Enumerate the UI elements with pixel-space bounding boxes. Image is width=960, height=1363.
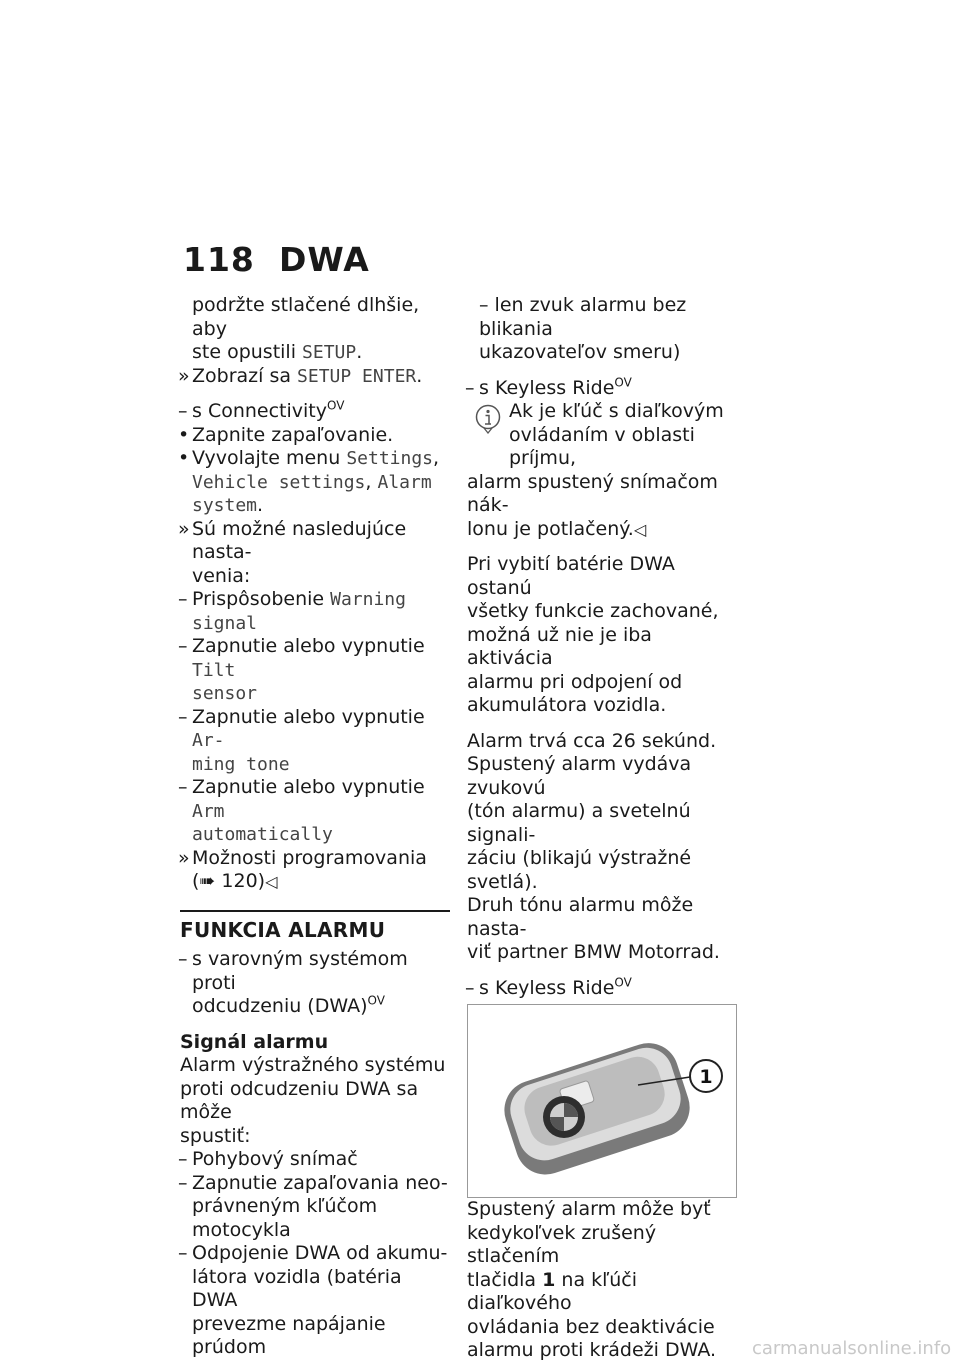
condition-line: – s Keyless Ride$^{OV}$: [465, 975, 632, 999]
condition-line: – s varovným systémom proti: [178, 948, 408, 994]
text-line: prevezme napájanie prúdom: [192, 1312, 386, 1358]
text-line: kedykoľvek zrušený stlačením: [467, 1221, 657, 1267]
text-line: system.: [192, 494, 264, 516]
text-line: ovládaním v oblasti príjmu,: [509, 423, 695, 469]
page-reference[interactable]: (➠ 120)◁: [192, 870, 278, 892]
text-line: odcudzeniu (DWA)$^{OV}$: [192, 993, 385, 1017]
text-line: možná už nie je iba aktivácia: [467, 623, 652, 669]
condition-line: – s Keyless Ride$^{OV}$: [465, 375, 632, 399]
result-item: » Možnosti programovania: [178, 846, 427, 869]
dash-icon: –: [178, 635, 188, 657]
text-line: ukazovateľov smeru): [479, 341, 681, 363]
text-line: Alarm výstražného systému: [180, 1054, 446, 1076]
text-line: Ak je kľúč s diaľkovým: [509, 400, 724, 422]
text-line: spustiť:: [180, 1124, 251, 1147]
text-line: všetky funkcie zachované,: [467, 600, 719, 622]
text-line: alarmu proti krádeži DWA.: [467, 1339, 717, 1361]
list-item: – Pohybový snímač: [178, 1148, 358, 1170]
key-fob-illustration: [468, 1005, 736, 1197]
callout-label: 1: [699, 1066, 713, 1088]
text-line: akumulátora vozidla.: [467, 694, 667, 716]
option-item: – Prispôsobenie Warning: [178, 588, 406, 610]
dash-icon: –: [465, 976, 475, 999]
text-line: Spustený alarm môže byť: [467, 1198, 711, 1220]
dash-icon: –: [178, 776, 188, 798]
info-note: [467, 400, 742, 471]
result-arrow-icon: »: [178, 517, 190, 540]
text-line: tlačidla 1 na kľúči diaľkového: [467, 1268, 638, 1314]
result-item: » Sú možné nasledujúce nasta-: [178, 517, 407, 563]
text-line: signal: [192, 612, 258, 634]
result-arrow-icon: »: [178, 846, 190, 869]
text-line: – len zvuk alarmu bez blikania: [479, 294, 687, 340]
result-arrow-icon: »: [178, 364, 190, 387]
info-icon: [475, 404, 501, 434]
option-item: – Zapnutie alebo vypnutie Ar-: [178, 705, 425, 751]
step-item: • Vyvolajte menu Settings,: [178, 447, 440, 469]
text-line: lonu je potlačený.◁: [467, 517, 647, 540]
dash-icon: –: [178, 948, 188, 970]
option-item: – Zapnutie alebo vypnutie Arm: [178, 776, 425, 822]
dash-icon: –: [178, 705, 188, 728]
text-line: (tón alarmu) a svetelnú signali-: [467, 800, 691, 846]
result-item: » Zobrazí sa SETUP ENTER.: [178, 364, 423, 387]
text-line: právneným kľúčom motocykla: [192, 1195, 378, 1241]
list-item: – Zapnutie zapaľovania neo-: [178, 1171, 448, 1194]
dash-icon: –: [178, 1242, 188, 1264]
text-line: alarm spustený snímačom nák-: [467, 470, 718, 516]
option-item: – Zapnutie alebo vypnutie Tilt: [178, 635, 425, 681]
list-item: – Odpojenie DWA od akumu-: [178, 1242, 448, 1264]
page-number: 118: [183, 240, 255, 279]
dash-icon: –: [178, 588, 188, 610]
text-line: alarmu pri odpojení od: [467, 670, 683, 693]
dash-icon: –: [178, 1171, 188, 1194]
page-ref-arrow-icon: ➠: [199, 870, 216, 892]
left-column: [180, 294, 450, 1360]
condition-line: – s Connectivity$^{OV}$: [178, 398, 345, 422]
text-line: Pri vybití batérie DWA ostanú: [467, 553, 675, 599]
text-line: Druh tónu alarmu môže nasta-: [467, 894, 694, 940]
bullet-icon: •: [178, 447, 190, 469]
text-line: viť partner BMW Motorrad.: [467, 941, 720, 963]
text-line: ste opustili SETUP.: [192, 341, 363, 363]
subheading: Signál alarmu: [180, 1030, 329, 1053]
bullet-icon: •: [178, 423, 190, 446]
section-heading: FUNKCIA ALARMU: [180, 910, 450, 943]
watermark: carmanualsonline.info: [752, 1338, 952, 1359]
text-line: ovládania bez deaktivácie: [467, 1315, 715, 1338]
dash-icon: –: [465, 376, 475, 399]
dash-icon: –: [178, 1148, 188, 1170]
text-line: ming tone: [192, 753, 290, 775]
text-line: automatically: [192, 824, 333, 845]
end-marker-icon: ◁: [633, 519, 647, 539]
text-line: venia:: [192, 564, 251, 587]
text-line: proti odcudzeniu DWA sa môže: [180, 1077, 419, 1123]
text-line: Alarm trvá cca 26 sekúnd.: [467, 729, 717, 752]
dash-icon: –: [178, 400, 188, 422]
text-line: sensor: [192, 683, 258, 704]
text-line: podržte stlačené dlhšie, aby: [192, 294, 420, 340]
end-marker-icon: ◁: [265, 872, 278, 891]
right-column: [467, 294, 742, 1363]
key-fob-figure: [467, 1004, 737, 1198]
step-item: • Zapnite zapaľovanie.: [178, 423, 394, 446]
text-line: Spustený alarm vydáva zvukovú: [467, 753, 692, 799]
page-header: [183, 240, 370, 279]
text-line: záciu (blikajú výstražné svetlá).: [467, 847, 692, 893]
text-line: Vehicle settings, Alarm: [192, 470, 432, 493]
chapter-title: DWA: [279, 240, 370, 279]
text-line: látora vozidla (batéria DWA: [192, 1265, 402, 1311]
